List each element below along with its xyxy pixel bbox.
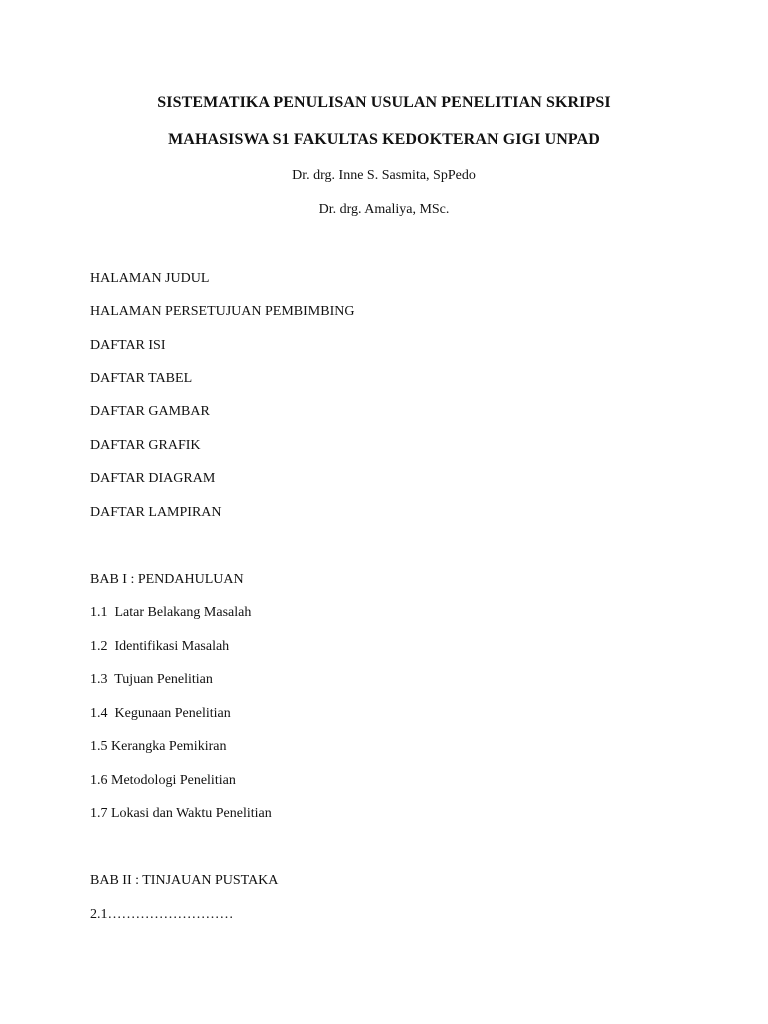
chapter-1-section: 1.6 Metodologi Penelitian [90, 773, 236, 788]
chapter-1-section: 1.1 Latar Belakang Masalah [90, 605, 252, 620]
document-title-line-1: SISTEMATIKA PENULISAN USULAN PENELITIAN SKRIPSI [157, 94, 611, 111]
front-matter-item: HALAMAN PERSETUJUAN PEMBIMBING [90, 304, 355, 319]
document-title-line-2: MAHASISWA S1 FAKULTAS KEDOKTERAN GIGI UNPAD [168, 131, 600, 148]
author-2: Dr. drg. Amaliya, MSc. [318, 202, 450, 217]
author-1: Dr. drg. Inne S. Sasmita, SpPedo [292, 168, 476, 183]
front-matter-item: DAFTAR DIAGRAM [90, 471, 216, 486]
chapter-1-section: 1.3 Tujuan Penelitian [90, 672, 213, 687]
chapter-heading-bab-2: BAB II : TINJAUAN PUSTAKA [90, 873, 279, 888]
front-matter-item: HALAMAN JUDUL [90, 271, 210, 286]
front-matter-item: DAFTAR ISI [90, 338, 166, 353]
chapter-heading-bab-1: BAB I : PENDAHULUAN [90, 572, 244, 587]
front-matter-item: DAFTAR GRAFIK [90, 438, 201, 453]
chapter-2-section: 2.1……………………… [90, 907, 234, 922]
chapter-1-section: 1.4 Kegunaan Penelitian [90, 706, 231, 721]
chapter-1-section: 1.2 Identifikasi Masalah [90, 639, 230, 654]
front-matter-item: DAFTAR LAMPIRAN [90, 505, 222, 520]
chapter-1-section: 1.5 Kerangka Pemikiran [90, 739, 227, 754]
front-matter-item: DAFTAR TABEL [90, 371, 193, 386]
front-matter-item: DAFTAR GAMBAR [90, 404, 210, 419]
chapter-1-section: 1.7 Lokasi dan Waktu Penelitian [90, 806, 272, 821]
